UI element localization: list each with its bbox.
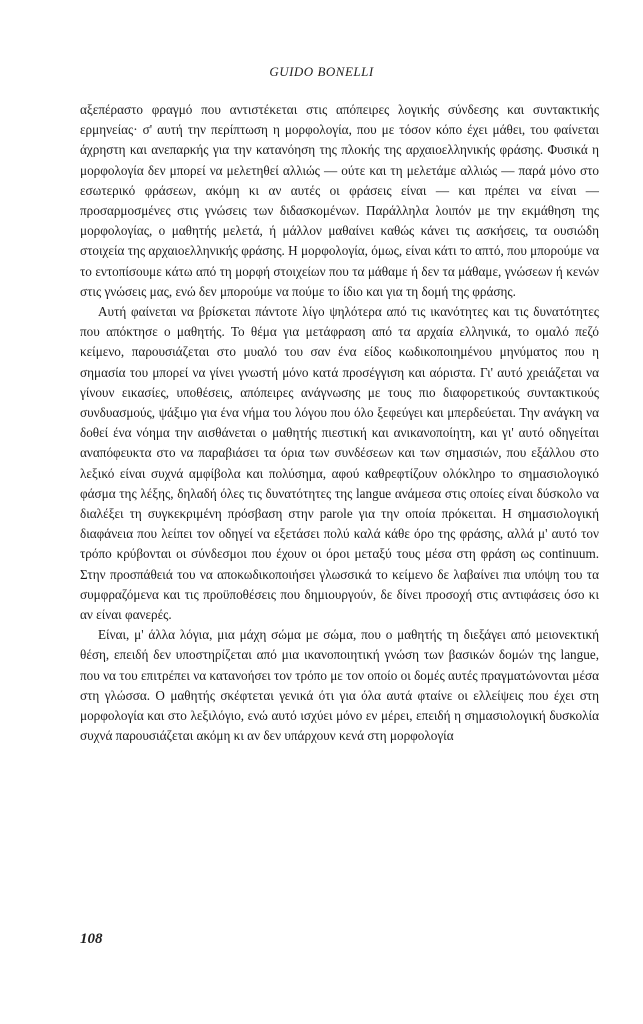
running-head: GUIDO BONELLI [269, 64, 374, 79]
paragraph-1: αξεπέραστο φραγμό που αντιστέκεται στις απόπειρες λογικής σύνδεσης και συντακτικής ερμηνείας· σ' αυτή την περίπτωση η μορφολογία, που με τόσον κόπο έχει μάθει, του φαίνεται άχρηστη και ανεπαρκής για την κατανόηση της πλοκής της αρχαιοελληνικής φράσης. Φυσικά η μορφολογία δεν μπορεί να μελετηθεί αλλιώς — ούτε και τη μελετάμε αλλιώς — παρά μόνο στο εσωτερικό φράσεων, ακόμη κι αν αυτές οι φράσεις είναι — και πρέπει να είναι — προσαρμοσμένες στις γνώσεις των διδασκομένων. Παράλληλα λοιπόν με την εκμάθηση της μορφολογίας, ο μαθητής μελετά, ή μάλλον μαθαίνει καθώς κάνει τις ασκήσεις, τα ουσιώδη στοιχεία της αρχαιοελληνικής φράσης. Η μορφολογία, όμως, είναι κάτι το απτό, που μπορούμε να το εντοπίσουμε κάτω από τη μορφή στοιχείων που τα μάθαμε ή δεν τα μάθαμε, γνώσεων ή κενών στις γνώσεις μας, ενώ δεν μπορούμε να πούμε το ίδιο και για τη δομή της φράσης. [80, 102, 599, 299]
paragraph-2: Αυτή φαίνεται να βρίσκεται πάντοτε λίγο ψηλότερα από τις ικανότητες και τις δυνατότητες που απόκτησε ο μαθητής. Το θέμα για μετάφραση από τα αρχαία ελληνικά, το ομαλό πεζό κείμενο, παρουσιάζεται στο μυαλό του σαν ένα είδος κωδικοποιημένου μηνύματος που η σημασία του μπορεί να γίνει γνωστή μόνο κατά προσέγγιση και αόριστα. Γι' αυτό χρειάζεται να γίνουν εικασίες, υποθέσεις, απόπειρες ανάγνωσης με τους πιο διαφορετικούς συντακτικούς συνδυασμούς, ψάξιμο για ένα νήμα του λόγου που όλο ξεφεύγει και μπερδεύεται. Την ανάγκη να δοθεί ένα νόημα την αισθάνεται ο μαθητής πιεστική και ανικανοποίητη, και γι' αυτό οδηγείται αναπόφευκτα στο να παραβιάσει τα όρια των συνδέσεων και των σημασιών, που εξάλλου στο λεξικό είναι συχνά αμφίβολα και πολύσημα, αφού καθρεφτίζουν ολόκληρο το σημασιολογικό φάσμα της λέξης, δηλαδή όλες τις δυνατότητες της langue ανάμεσα στις οποίες είναι δύσκολο να διαλέξει τη συγκεκριμένη πρόσβαση στην parole για την οποία πρόκειται. Η σημασιολογική διαφάνεια που λείπει τον οδηγεί να εξετάσει πολύ καλά κάθε όρο της φράσης, αλλά μ' αυτό τον τρόπο κρύβονται οι σύνδεσμοι που έχουν οι όροι μεταξύ τους μέσα στη φράση ως continuum. Στην προσπάθειά του να αποκωδικοποιήσει γλωσσικά το κείμενο δε λαβαίνει πια υπόψη του τα συμφραζόμενα και τις προϋποθέσεις που δημιουργούν, δε δίνει προσοχή στις αντιφάσεις όσο κι αν είναι φανερές. [80, 304, 599, 623]
paragraph-3: Είναι, μ' άλλα λόγια, μια μάχη σώμα με σώμα, που ο μαθητής τη διεξάγει από μειονεκτική θέση, επειδή δεν υποστηρίζεται από μια ικανοποιητική γνώση των βασικών δομών της langue, που να του επιτρέπει να κατανοήσει τον τρόπο με τον οποίο οι δομές αυτές πραγματώνονται μέσα στη γλώσσα. Ο μαθητής σκέφτεται γενικά ότι για όλα αυτά φταίνε οι ελλείψεις που έχει στη μορφολογία και στο λεξιλόγιο, ενώ αυτό ισχύει μόνο εν μέρει, επειδή η σημασιολογική δυσκολία συχνά παρουσιάζεται ακόμη κι αν δεν υπάρχουν κενά στη μορφολογία [80, 627, 599, 744]
page-number: 108 [80, 931, 103, 947]
body-text [80, 100, 599, 747]
